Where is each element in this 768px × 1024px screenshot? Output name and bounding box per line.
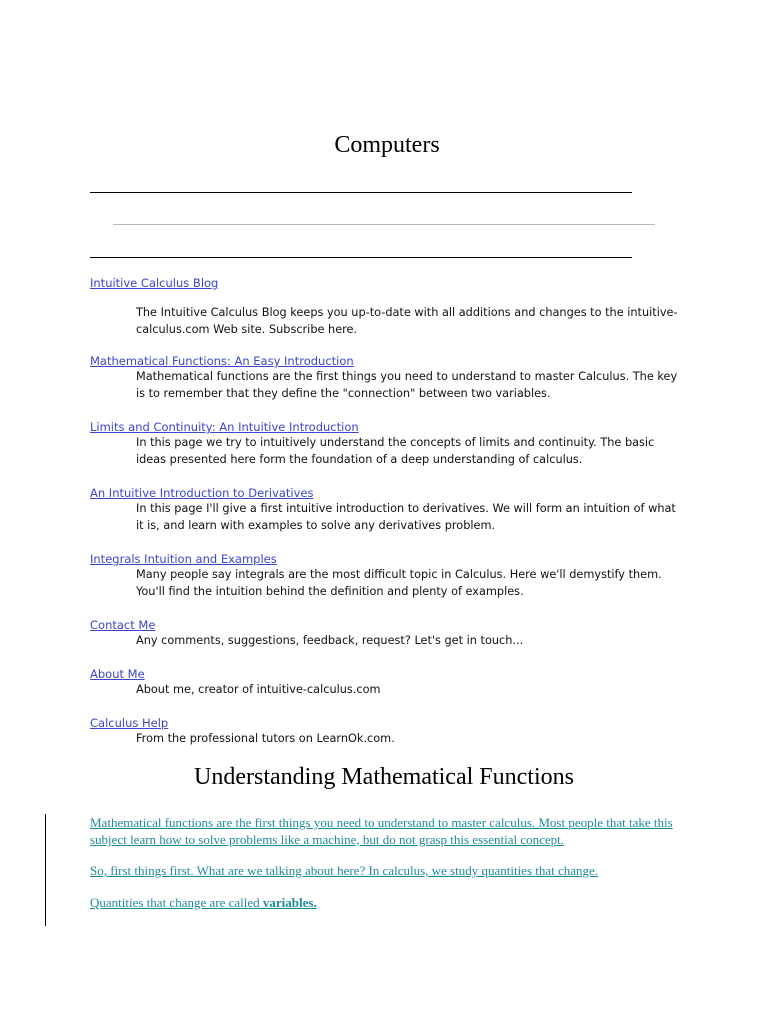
link-section-calculus-help bbox=[90, 715, 690, 748]
link-contact-me[interactable]: Contact Me bbox=[90, 618, 156, 632]
link-section-derivatives bbox=[90, 485, 690, 534]
variables-term: variables. bbox=[262, 895, 317, 910]
link-about-me[interactable]: About Me bbox=[90, 667, 145, 681]
link-limits-and-continuity[interactable]: Limits and Continuity: An Intuitive Introduction bbox=[90, 420, 359, 434]
link-section-limits bbox=[90, 419, 690, 468]
link-section-contact bbox=[90, 617, 690, 650]
link-description: In this page we try to intuitively understand the concepts of limits and continuity. The basic ideas presented here form the foundation of a deep understanding of calculus. bbox=[136, 436, 655, 466]
divider-middle bbox=[113, 224, 655, 225]
link-description: Any comments, suggestions, feedback, request? Let's get in touch... bbox=[136, 634, 524, 647]
divider-bottom bbox=[90, 257, 632, 258]
link-calculus-help[interactable]: Calculus Help bbox=[90, 716, 169, 730]
link-integrals[interactable]: Integrals Intuition and Examples bbox=[90, 552, 277, 566]
page-title: Computers bbox=[334, 132, 440, 158]
link-description: Mathematical functions are the first things you need to understand to master Calculus. The key is to remember that they define the "connection" between two variables. bbox=[136, 370, 678, 400]
article-heading: Understanding Mathematical Functions bbox=[194, 764, 574, 790]
link-intuitive-calculus-blog[interactable]: Intuitive Calculus Blog bbox=[90, 276, 219, 290]
link-description: The Intuitive Calculus Blog keeps you up-to-date with all additions and changes to the intuitive-calculus.com Web site. Subscribe here. bbox=[136, 306, 678, 336]
link-derivatives[interactable]: An Intuitive Introduction to Derivatives bbox=[90, 486, 314, 500]
change-bar bbox=[45, 814, 46, 926]
link-mathematical-functions[interactable]: Mathematical Functions: An Easy Introduction bbox=[90, 354, 354, 368]
link-section-integrals bbox=[90, 551, 690, 600]
paragraph-3-prefix: Quantities that change are called bbox=[90, 895, 263, 910]
link-description: From the professional tutors on LearnOk.com. bbox=[136, 732, 395, 745]
link-description: About me, creator of intuitive-calculus.com bbox=[136, 683, 381, 696]
divider-top bbox=[90, 192, 632, 193]
link-section-functions bbox=[90, 353, 690, 402]
link-section-about bbox=[90, 666, 690, 699]
article-paragraph-3[interactable] bbox=[90, 894, 690, 911]
link-section-blog bbox=[90, 275, 690, 338]
link-description: In this page I'll give a first intuitive introduction to derivatives. We will form an intuition of what it is, and learn with examples to solve any derivatives problem. bbox=[136, 502, 676, 532]
article-paragraph-2[interactable]: So, first things first. What are we talking about here? In calculus, we study quantities that change. bbox=[90, 863, 599, 878]
link-description: Many people say integrals are the most difficult topic in Calculus. Here we'll demystify them. You'll find the intuition behind the definition and plenty of examples. bbox=[136, 568, 662, 598]
article-paragraph-1[interactable]: Mathematical functions are the first things you need to understand to master calculus. Most people that take this subject learn how to solve problems like a machine, but do not grasp this essential concept. bbox=[90, 815, 673, 847]
